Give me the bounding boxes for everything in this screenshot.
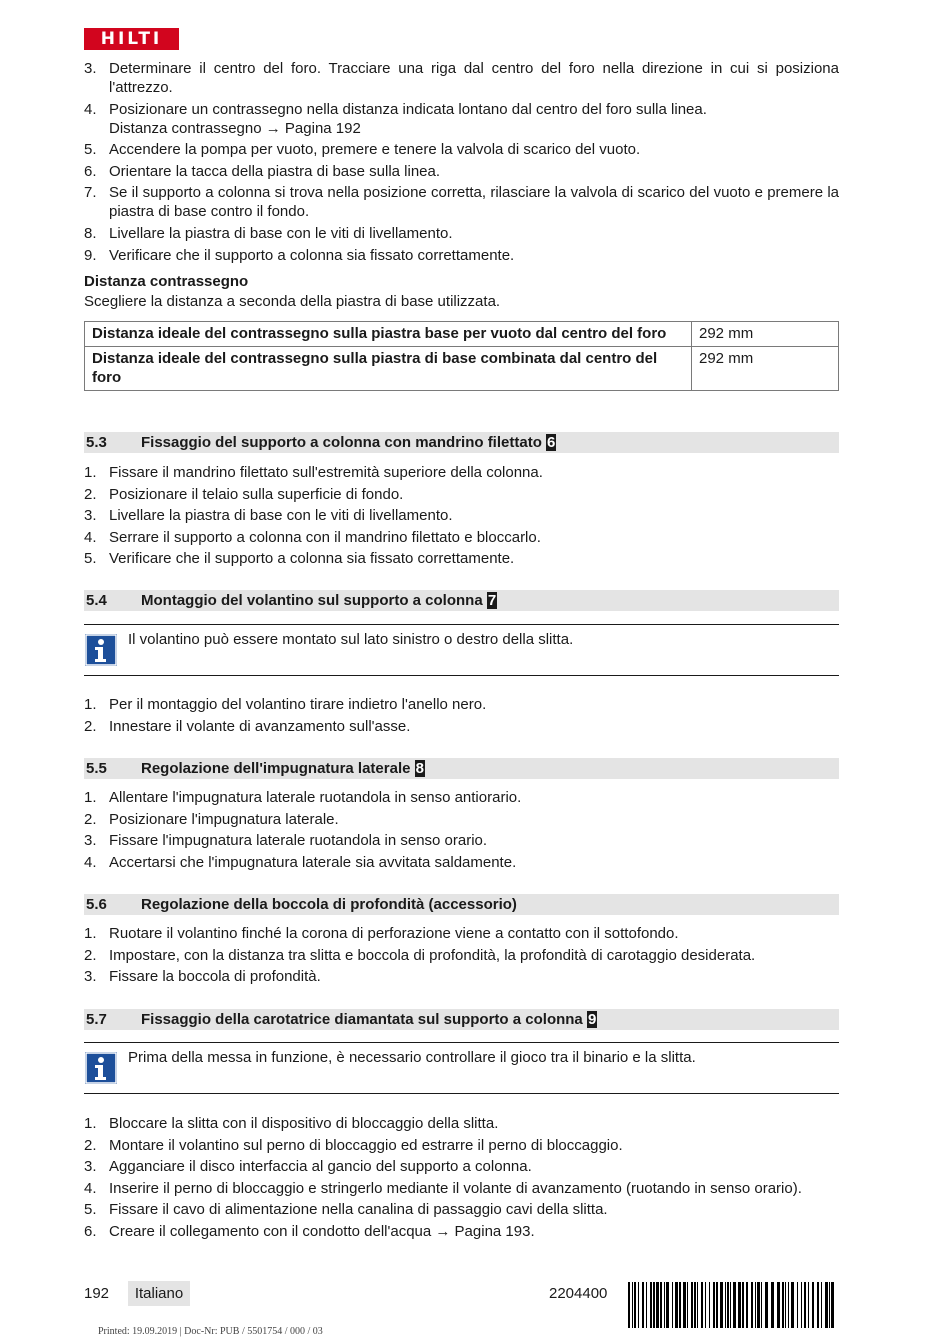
list-item — [84, 1157, 839, 1176]
step-number: 1. — [84, 464, 97, 481]
step-text: Se il supporto a colonna si trova nella posizione corretta, rilasciare la valvola di scarico del vuoto e premere la piastra di base contro il fondo. — [109, 184, 839, 221]
steps-top — [84, 59, 839, 267]
list-item — [84, 788, 839, 807]
step-text: Posizionare il telaio sulla superficie di fondo. — [109, 485, 404, 503]
steps-list — [84, 1114, 839, 1241]
step-text: Agganciare il disco interfaccia al gancio del supporto a colonna. — [109, 1158, 532, 1176]
step-text: Serrare il supporto a colonna con il mandrino filettato e bloccarlo. — [109, 528, 541, 546]
steps-list — [84, 695, 839, 736]
list-item — [84, 506, 839, 525]
steps-5-6 — [84, 924, 839, 989]
info-icon — [85, 1052, 117, 1084]
section-heading-5-3 — [84, 432, 839, 453]
steps-list — [84, 788, 839, 872]
step-number: 3. — [84, 968, 97, 986]
steps-5-7 — [84, 1114, 839, 1244]
section-number: 5.6 — [86, 896, 107, 913]
list-item — [84, 810, 839, 829]
section-number: 5.7 — [86, 1011, 107, 1028]
list-item — [84, 162, 839, 181]
list-item — [84, 183, 839, 221]
section-number: 5.3 — [86, 434, 107, 451]
step-text: Allentare l'impugnatura laterale ruotandola in senso antiorario. — [109, 789, 522, 806]
list-item — [84, 1136, 839, 1155]
step-text: Accendere la pompa per vuoto, premere e tenere la valvola di scarico del vuoto. — [109, 141, 641, 159]
section-title: Fissaggio del supporto a colonna con mandrino filettato 6 — [141, 434, 556, 451]
step-number: 3. — [84, 507, 97, 525]
step-number: 3. — [84, 60, 97, 77]
section-number: 5.5 — [86, 760, 107, 777]
section-title: Regolazione dell'impugnatura laterale 8 — [141, 760, 424, 777]
steps-top-list — [84, 59, 839, 265]
step-subtext: Distanza contrassegno → Pagina 192 — [109, 119, 361, 137]
step-text: Innestare il volante di avanzamento sull'asse. — [109, 717, 411, 735]
step-number: 6. — [84, 1222, 97, 1240]
steps-list — [84, 924, 839, 986]
doc-code: 2204400 — [549, 1285, 608, 1302]
section-title: Fissaggio della carotatrice diamantata sul supporto a colonna 9 — [141, 1011, 597, 1028]
step-number: 9. — [84, 246, 97, 264]
table-row — [85, 322, 839, 347]
table-cell-label: Distanza ideale del contrassegno sulla piastra base per vuoto dal centro del foro — [85, 322, 692, 347]
list-item — [84, 549, 839, 568]
distance-table-wrap — [84, 321, 839, 391]
figure-ref: 7 — [487, 592, 497, 609]
list-item — [84, 140, 839, 159]
step-number: 5. — [84, 141, 97, 159]
step-number: 1. — [84, 1115, 97, 1132]
section-title: Regolazione della boccola di profondità (accessorio) — [141, 896, 517, 913]
distance-table — [84, 321, 839, 391]
step-text: Ruotare il volantino finché la corona di perforazione viene a contatto con il sottofondo. — [109, 925, 679, 942]
list-item — [84, 1179, 839, 1198]
hilti-logo: HILTI — [84, 28, 179, 50]
distance-intro: Scegliere la distanza a seconda della piastra di base utilizzata. — [84, 293, 501, 310]
step-text: Montare il volantino sul perno di bloccaggio ed estrarre il perno di bloccaggio. — [109, 1136, 623, 1154]
table-cell-value: 292 mm — [692, 322, 839, 347]
step-number: 2. — [84, 946, 97, 964]
step-text: Verificare che il supporto a colonna sia fissato correttamente. — [109, 246, 515, 264]
step-text: Creare il collegamento con il condotto dell'acqua → Pagina 193. — [109, 1222, 535, 1240]
step-number: 8. — [84, 224, 97, 242]
info-note — [84, 1042, 839, 1094]
list-item — [84, 831, 839, 850]
step-number: 4. — [84, 528, 97, 546]
step-number: 4. — [84, 100, 97, 118]
steps-5-4 — [84, 695, 839, 738]
step-text: Fissare il cavo di alimentazione nella canalina di passaggio cavi della slitta. — [109, 1201, 608, 1219]
step-text: Posizionare l'impugnatura laterale. — [109, 810, 339, 828]
step-text: Fissare la boccola di profondità. — [109, 968, 321, 986]
figure-ref: 8 — [415, 760, 424, 777]
step-number: 3. — [84, 1158, 97, 1176]
step-text: Per il montaggio del volantino tirare indietro l'anello nero. — [109, 696, 487, 713]
steps-5-5 — [84, 788, 839, 874]
list-item — [84, 100, 839, 138]
table-cell-label: Distanza ideale del contrassegno sulla piastra di base combinata dal centro del foro — [85, 347, 692, 391]
section-number: 5.4 — [86, 592, 107, 609]
step-number: 1. — [84, 696, 97, 713]
list-item — [84, 1114, 839, 1133]
step-number: 5. — [84, 550, 97, 568]
step-text: Posizionare un contrassegno nella distanza indicata lontano dal centro del foro sulla linea. — [109, 100, 707, 118]
printed-note: Printed: 19.09.2019 | Doc-Nr: PUB / 5501754 / 000 / 03 — [98, 1326, 323, 1337]
step-text: Determinare il centro del foro. Tracciare una riga dal centro del foro nella direzione in cui si posiziona l'attrezzo. — [109, 60, 839, 96]
step-number: 4. — [84, 1179, 97, 1197]
step-number: 5. — [84, 1201, 97, 1219]
section-heading-5-4 — [84, 590, 839, 611]
info-note — [84, 624, 839, 676]
steps-5-3 — [84, 463, 839, 571]
table-cell-value: 292 mm — [692, 347, 839, 391]
step-text: Inserire il perno di bloccaggio e stringerlo mediante il volante di avanzamento (ruotando in senso orario). — [109, 1179, 802, 1197]
step-text: Fissare l'impugnatura laterale ruotandola in senso orario. — [109, 832, 488, 850]
list-item — [84, 695, 839, 714]
step-text: Livellare la piastra di base con le viti di livellamento. — [109, 507, 453, 525]
step-number: 1. — [84, 789, 97, 806]
step-number: 4. — [84, 853, 97, 871]
list-item — [84, 853, 839, 872]
section-heading-5-5 — [84, 758, 839, 779]
step-text: Verificare che il supporto a colonna sia fissato correttamente. — [109, 550, 515, 568]
step-number: 1. — [84, 925, 97, 942]
list-item — [84, 59, 839, 97]
note-text: Il volantino può essere montato sul lato sinistro o destro della slitta. — [128, 631, 574, 648]
step-number: 2. — [84, 485, 97, 503]
step-text: Livellare la piastra di base con le viti di livellamento. — [109, 224, 453, 242]
list-item — [84, 528, 839, 547]
list-item — [84, 1200, 839, 1219]
list-item — [84, 924, 839, 943]
list-item — [84, 246, 839, 265]
step-number: 2. — [84, 810, 97, 828]
step-number: 7. — [84, 184, 97, 202]
language-badge: Italiano — [128, 1281, 190, 1306]
step-text: Fissare il mandrino filettato sull'estremità superiore della colonna. — [109, 464, 543, 481]
section-heading-5-6 — [84, 894, 839, 915]
step-text: Accertarsi che l'impugnatura laterale sia avvitata saldamente. — [109, 853, 517, 871]
step-text: Bloccare la slitta con il dispositivo di bloccaggio della slitta. — [109, 1115, 499, 1132]
list-item — [84, 717, 839, 736]
list-item — [84, 224, 839, 243]
steps-list — [84, 463, 839, 568]
distance-heading: Distanza contrassegno — [84, 273, 249, 290]
barcode-icon — [628, 1282, 838, 1328]
step-text: Impostare, con la distanza tra slitta e boccola di profondità, la profondità di carotaggio desiderata. — [109, 946, 756, 964]
page-number: 192 — [84, 1285, 110, 1302]
section-heading-5-7 — [84, 1009, 839, 1030]
step-number: 6. — [84, 162, 97, 180]
figure-ref: 6 — [547, 434, 556, 451]
list-item — [84, 967, 839, 986]
info-icon — [85, 634, 117, 666]
step-number: 2. — [84, 1136, 97, 1154]
list-item — [84, 485, 839, 504]
section-title: Montaggio del volantino sul supporto a colonna 7 — [141, 592, 497, 609]
table-row — [85, 347, 839, 391]
figure-ref: 9 — [587, 1011, 597, 1028]
step-number: 2. — [84, 717, 97, 735]
list-item — [84, 946, 839, 965]
step-number: 3. — [84, 832, 97, 850]
step-text: Orientare la tacca della piastra di base sulla linea. — [109, 162, 441, 180]
list-item — [84, 463, 839, 482]
note-text: Prima della messa in funzione, è necessario controllare il gioco tra il binario e la slitta. — [128, 1049, 696, 1066]
list-item — [84, 1222, 839, 1241]
